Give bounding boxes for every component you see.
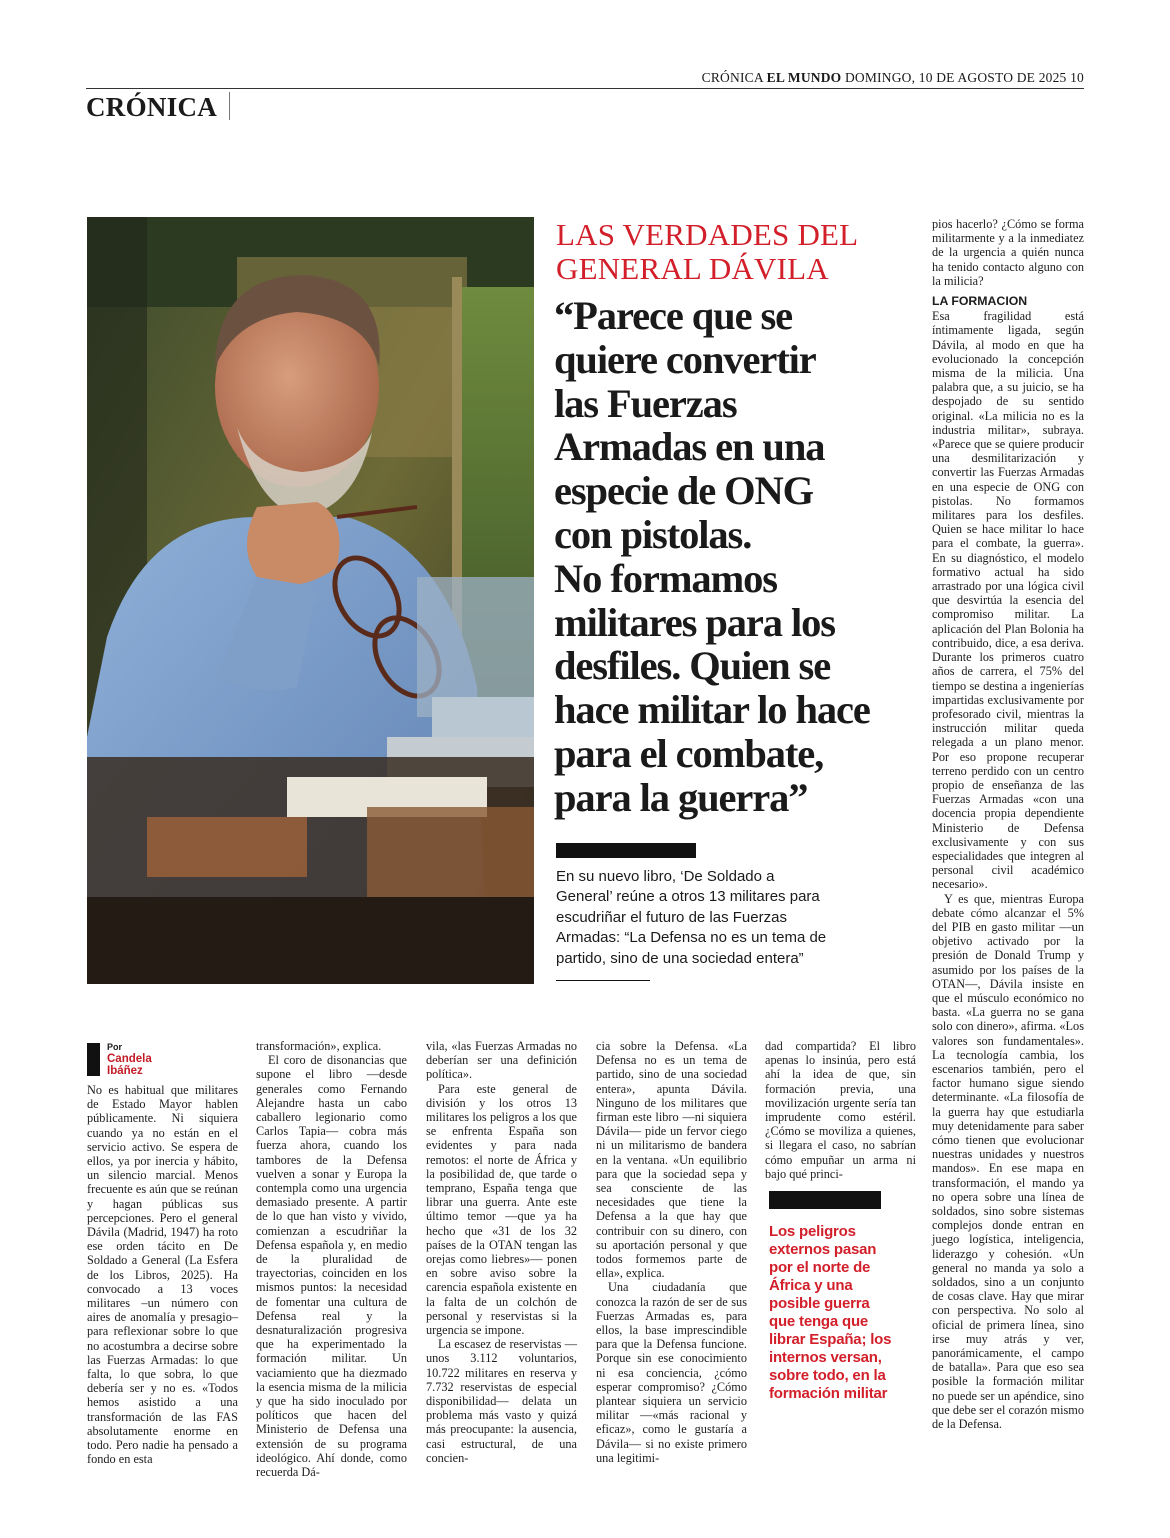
body-paragraph: transformación», explica. xyxy=(256,1039,382,1053)
byline-bar xyxy=(87,1043,100,1076)
lead-line: partido, sino de una sociedad entera” xyxy=(556,949,804,967)
body-paragraph: No es habitual que militares de Estado Mayor hablen públicamente. Ni siquiera cuando ya no están en el servicio activo. Se espera de ellos, ya por inercia y hábito, un silencio marcial. Menos frecuente es aún que se reúnan y hagan públicas sus percepciones. Pero el general Dávila (Madrid, 1947) ha roto ese orden tácito en De Soldado a General (La Esfera de los Libros, 2025). Ha convocado a 13 voces militares –un número con aires de anomalía y presagio– para reflexionar sobre lo que no acostumbra a decirse sobre las Fuerzas Armadas: lo que falta, lo que sobra, lo que debería ser y no es. «Todos hemos asistido a una transformación de las FAS absolutamente enorme en todo. Pero nadie ha pensado a fondo en esta xyxy=(87,1083,238,1467)
kicker xyxy=(556,218,906,286)
body-column-6 xyxy=(932,217,1084,1431)
headline-line: desfiles. Quien se xyxy=(554,643,831,689)
body-column-4 xyxy=(596,1039,747,1465)
body-paragraph: vila, «las Fuerzas Armadas no deberían ser una definición política». xyxy=(426,1039,577,1082)
pull-quote-line: formación militar xyxy=(769,1385,888,1402)
body-paragraph: Esa fragilidad está íntimamente ligada, según Dávila, al modo en que ha evolucionado la concepción misma de la milicia. Una palabra que, a su juicio, se ha despojado de su sentido original. «La milicia no es la industria militar», subraya. «Parece que se quiere producir una desmilitarización y convertir las Fuerzas Armadas en una especie de ONG con pistolas. No formamos militares para los desfiles. Quien se hace militar lo hace para el combate, la guerra». En su diagnóstico, el modelo formativo actual ha sido arrastrado por una lógica civil que desvirtúa la esencia del compromiso militar. La aplicación del Plan Bolonia ha contribuido, dice, a esa deriva. Durante los primeros cuatro años de carrera, el 75% del tiempo se destina a ingenierías impartidas exclusivamente por profesorado civil, mientras la instrucción militar queda relegada a un plano menor. Por eso propone recuperar terreno perdido con un centro propio de enseñanza de las Fuerzas Armadas «con una docencia propia dependiente Ministerio de Defensa exclusivamente y con sus especialidades que integren al personal civil académico necesario». xyxy=(932,309,1084,892)
pull-quote-line: que tenga que xyxy=(769,1313,869,1330)
headline-line: hace militar lo hace xyxy=(554,687,870,733)
running-section: CRÓNICA xyxy=(701,70,764,85)
newspaper-name: EL MUNDO xyxy=(766,70,842,85)
body-paragraph: Para este general de división y los otros 13 militares los peligros a los que se enfrenta España son evidentes y para nada remotos: el norte de África y la posibilidad de, que tarde o temprano, España tenga que librar una guerra. Ante este último temor —que ya ha hecho que «31 de los 32 países de la OTAN tengan las orejas como liebres»— ponen en sobre aviso sobre la carencia española existente en la falta de un colchón de personal y reservistas si la urgencia se impone. xyxy=(426,1081,577,1338)
pull-quote-line: internos versan, xyxy=(769,1349,882,1366)
subheading: LA FORMACION xyxy=(932,294,1028,309)
lead-line: En su nuevo libro, ‘De Soldado a xyxy=(556,868,775,885)
lead-rule xyxy=(556,980,650,981)
author-name xyxy=(107,1053,152,1077)
headline xyxy=(554,294,916,820)
headline-line: para la guerra” xyxy=(554,774,808,820)
pull-quote-line: sobre todo, en la xyxy=(769,1367,886,1384)
pull-quote-line: Los peligros xyxy=(769,1223,856,1240)
body-paragraph: El coro de disonancias que supone el libro —desde generales como Fernando Alejandre hasta un cabo caballero legionario como Carlos Tapia— cobra más fuerza ahora, cuando los tambores de la Defensa vuelven a sonar y Europa la contempla como una urgencia demasiado presente. A partir de lo que han visto y vivido, comienzan a escudriñar la Defensa española y, en medio de la pluralidad de trayectorias, coinciden en los mismos puntos: la necesidad de fomentar una cultura de Defensa real y la desnaturalización progresiva que ha experimentado la formación militar. Un vaciamiento que ha diezmado la esencia misma de la milicia y que ha sido inoculado por políticos que hacen del Ministerio de Defensa una extensión de su programa ideológico. Ahí donde, como recuerda Dá- xyxy=(256,1053,407,1480)
headline-line: quiere convertir xyxy=(554,336,816,382)
body-column-2 xyxy=(256,1039,407,1479)
author-name-line: Candela xyxy=(107,1053,152,1065)
lead-line: General’ reúne a otros 13 militares para xyxy=(556,888,820,906)
header-rule xyxy=(86,88,1084,89)
general-portrait-photo xyxy=(87,217,534,984)
body-paragraph: La escasez de reservistas —unos 3.112 voluntarios, 10.722 militares en reserva y 7.732 reservistas de especial disponibilidad— delata un problema más vasto y quizá más preocupante: la ausencia, casi estructural, de una concien- xyxy=(426,1337,577,1465)
body-paragraph: Una ciudadanía que conozca la razón de ser de sus Fuerzas Armadas es, para ellos, la base imprescindible para que la Defensa funcione. Porque sin ese conocimiento ni esa conciencia, ¿cómo esperar compromiso? ¿Cómo plantear siquiera un servicio militar —«más racional y eficaz», como le gustaría a Dávila— si no existe primero una legitimi- xyxy=(596,1280,747,1465)
pull-quote-line: posible guerra xyxy=(769,1295,870,1312)
page-number: 10 xyxy=(1070,70,1084,85)
pull-quote xyxy=(769,1223,919,1403)
running-header xyxy=(702,70,1084,86)
issue-date: DOMINGO, 10 DE AGOSTO DE 2025 xyxy=(844,70,1067,85)
lead-decorative-bar xyxy=(556,843,696,858)
body-paragraph: cia sobre la Defensa. «La Defensa no es un tema de partido, sino de una sociedad entera», apunta Dávila. Ninguno de los militares que firman este libro —ni siquiera Dávila— pide un fervor ciego ni un militarismo de bandera en la ventana. «Un equilibrio para que la sociedad sepa y sea consciente de las necesidades que tiene la Defensa a la que hay que contribuir con su dinero, con su aportación personal y que todos formemos parte de ella», explica. xyxy=(596,1039,747,1281)
headline-line: las Fuerzas xyxy=(554,380,737,426)
section-title: CRÓNICA xyxy=(86,92,230,120)
headline-line: militares para los xyxy=(554,599,835,645)
headline-line: especie de ONG xyxy=(554,468,814,514)
body-paragraph: pios hacerlo? ¿Cómo se forma militarmente y a la inmediatez de la urgencia a quién nunca ha tenido contacto alguno con la milicia? xyxy=(932,217,1084,288)
headline-line: “Parece que se xyxy=(554,293,793,338)
body-paragraph: dad compartida? El libro apenas lo insinúa, pero está ahí la idea de que, sin formación previa, una movilización urgente sería tan imprudente como estéril. ¿Cómo se moviliza a quienes, si llegara el caso, no sabrían cómo empuñar un arma ni bajo qué princi- xyxy=(765,1039,916,1181)
headline-line: para el combate, xyxy=(554,730,824,776)
body-paragraph: Y es que, mientras Europa debate cómo alcanzar el 5% del PIB en gasto militar —un objetivo activado por la presión de Donald Trump y asumido por los países de la OTAN—, Dávila insiste en que el músculo económico no basta. «La guerra no se gana solo con dinero», afirma. «Los valores son fundamentales». La tecnología cambia, los escenarios también, pero el factor humano sigue siendo determinante. «La filosofía de la guerra hay que estudiarla muy detenidamente para saber cómo tienen que evolucionar nuestras unidades y nuestros mandos». En ese mapa en transformación, el mando ya no opera sobre una línea de soldados, sino sobre sistemas complejos donde entran en juego logística, inteligencia, liderazgo y cohesión. «Un general no manda ya solo a soldados, sino a un conjunto de cosas clave. Hay que mirar con perspectiva. No solo al oficial de primera línea, sino irse muy atrás y ver, panorámicamente, el campo de batalla». Para que eso sea posible la formación militar no puede ser un apéndice, sino que debe ser el corazón mismo de la Defensa. xyxy=(932,891,1084,1432)
author-name-line: Ibáñez xyxy=(107,1065,143,1077)
lead-paragraph xyxy=(556,867,846,969)
kicker-line: LAS VERDADES DEL xyxy=(556,217,859,252)
pull-quote-line: por el norte de xyxy=(769,1259,871,1276)
pull-quote-line: África y una xyxy=(769,1277,853,1294)
byline-prefix: Por xyxy=(107,1042,123,1052)
lead-line: escudriñar el futuro de las Fuerzas xyxy=(556,908,787,926)
headline-line: con pistolas. xyxy=(554,511,752,557)
kicker-line: GENERAL DÁVILA xyxy=(556,251,829,286)
lead-line: Armadas: “La Defensa no es un tema de xyxy=(556,929,827,947)
body-column-3 xyxy=(426,1039,577,1465)
pull-quote-line: librar España; los xyxy=(769,1331,892,1348)
body-column-1 xyxy=(87,1083,238,1466)
byline xyxy=(107,1041,152,1077)
pull-quote-bar xyxy=(769,1191,881,1209)
headline-line: No formamos xyxy=(554,555,777,601)
headline-line: Armadas en una xyxy=(554,424,825,470)
pull-quote-line: externos pasan xyxy=(769,1241,877,1258)
body-column-5 xyxy=(765,1039,916,1181)
